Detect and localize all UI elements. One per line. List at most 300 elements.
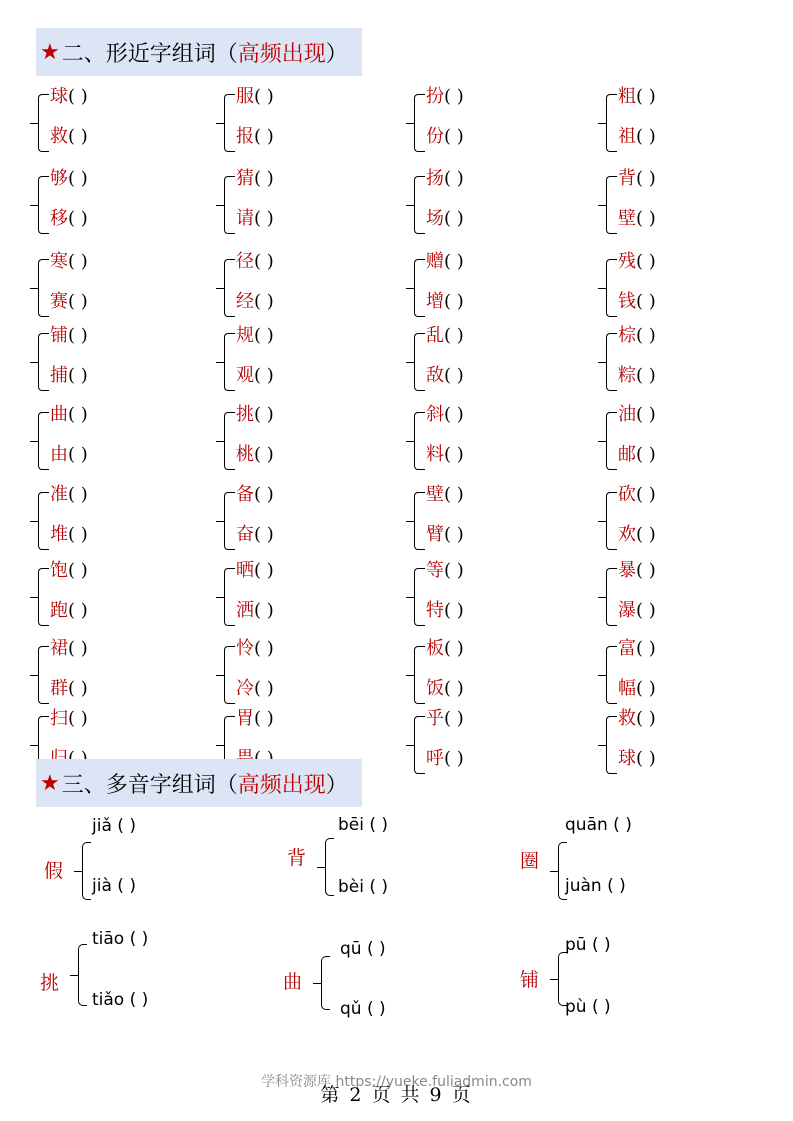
character: 祖	[618, 126, 636, 147]
answer-blank[interactable]: ( )	[444, 560, 464, 581]
word-item	[50, 82, 88, 108]
brace-icon	[224, 259, 235, 317]
answer-blank[interactable]: ( )	[68, 208, 88, 229]
word-pair	[606, 640, 736, 710]
word-pair	[224, 562, 354, 632]
word-item	[618, 634, 656, 660]
answer-blank[interactable]: ( )	[444, 126, 464, 147]
answer-blank[interactable]: ( )	[601, 876, 626, 896]
answer-blank[interactable]: ( )	[254, 291, 274, 312]
word-pair	[414, 710, 544, 780]
word-pair	[606, 562, 736, 632]
character: 洒	[236, 600, 254, 621]
character: 呼	[426, 748, 444, 769]
word-pair	[224, 170, 354, 240]
character: 增	[426, 291, 444, 312]
character: 饱	[50, 560, 68, 581]
answer-blank[interactable]: ( )	[254, 484, 274, 505]
brace-icon	[414, 568, 425, 626]
answer-blank[interactable]: ( )	[636, 86, 656, 107]
answer-blank[interactable]: ( )	[68, 678, 88, 699]
word-item	[426, 247, 464, 273]
pinyin-text: tiǎo	[92, 990, 125, 1010]
word-item	[426, 596, 464, 622]
brace-icon	[224, 568, 235, 626]
word-item	[236, 400, 274, 426]
answer-blank[interactable]: ( )	[254, 444, 274, 465]
word-item	[426, 122, 464, 148]
character: 斜	[426, 404, 444, 425]
pinyin-text: qǔ	[340, 999, 362, 1019]
answer-blank[interactable]: ( )	[254, 365, 274, 386]
polyphone-character: 曲	[283, 971, 303, 993]
answer-blank[interactable]: ( )	[444, 291, 464, 312]
answer-blank[interactable]: ( )	[111, 816, 136, 836]
word-item	[618, 440, 656, 466]
word-pair	[414, 170, 544, 240]
brace-icon	[38, 568, 49, 626]
character: 扫	[50, 708, 68, 729]
character: 球	[618, 748, 636, 769]
word-item	[618, 164, 656, 190]
word-pair	[414, 562, 544, 632]
character: 经	[236, 291, 254, 312]
word-pair	[224, 406, 354, 476]
word-pair	[606, 170, 736, 240]
answer-blank[interactable]: ( )	[68, 325, 88, 346]
answer-blank[interactable]: ( )	[361, 939, 386, 959]
character: 规	[236, 325, 254, 346]
brace-icon	[414, 412, 425, 470]
character: 富	[618, 638, 636, 659]
word-pair	[414, 406, 544, 476]
word-item	[236, 480, 274, 506]
character: 场	[426, 208, 444, 229]
word-pair	[38, 562, 168, 632]
word-item	[236, 704, 274, 730]
character: 胃	[236, 708, 254, 729]
word-item	[426, 400, 464, 426]
character: 邮	[618, 444, 636, 465]
brace-icon	[224, 176, 235, 234]
word-item	[426, 82, 464, 108]
word-item	[236, 556, 274, 582]
pinyin-text: pū	[565, 935, 587, 955]
character: 晒	[236, 560, 254, 581]
section-heading-paren-close: ）	[325, 41, 348, 67]
character: 观	[236, 365, 254, 386]
answer-blank[interactable]: ( )	[636, 678, 656, 699]
section-heading-paren-open: （	[215, 41, 238, 67]
character: 粗	[618, 86, 636, 107]
brace-icon	[224, 94, 235, 152]
character: 够	[50, 168, 68, 189]
section-title-similar-characters	[36, 28, 362, 76]
word-pair	[606, 710, 736, 780]
word-item	[50, 634, 88, 660]
pinyin-item	[92, 929, 148, 949]
answer-blank[interactable]: ( )	[68, 560, 88, 581]
answer-blank[interactable]: ( )	[363, 815, 389, 835]
word-item	[236, 520, 274, 546]
character: 捕	[50, 365, 68, 386]
word-pair	[414, 88, 544, 158]
brace-icon	[414, 716, 425, 774]
character: 残	[618, 251, 636, 272]
answer-blank[interactable]: ( )	[444, 638, 464, 659]
word-item	[50, 361, 88, 387]
answer-blank[interactable]: ( )	[444, 484, 464, 505]
answer-blank[interactable]: ( )	[636, 638, 656, 659]
word-item	[426, 204, 464, 230]
pinyin-text: juàn	[565, 876, 602, 896]
word-item	[50, 596, 88, 622]
brace-icon	[606, 333, 617, 391]
character: 救	[50, 126, 68, 147]
character: 粽	[618, 365, 636, 386]
answer-blank[interactable]: ( )	[607, 815, 632, 835]
word-pair	[414, 327, 544, 397]
answer-blank[interactable]: ( )	[68, 638, 88, 659]
brace-icon	[38, 259, 49, 317]
answer-blank[interactable]: ( )	[124, 990, 149, 1010]
answer-blank[interactable]: ( )	[68, 524, 88, 545]
word-item	[426, 321, 464, 347]
brace-icon	[606, 568, 617, 626]
character: 服	[236, 86, 254, 107]
answer-blank[interactable]: ( )	[636, 208, 656, 229]
word-item	[50, 247, 88, 273]
answer-blank[interactable]: ( )	[444, 208, 464, 229]
brace-icon	[325, 838, 334, 896]
character: 球	[50, 86, 68, 107]
word-pair	[606, 327, 736, 397]
word-item	[618, 82, 656, 108]
answer-blank[interactable]: ( )	[636, 291, 656, 312]
answer-blank[interactable]: ( )	[68, 600, 88, 621]
character: 猜	[236, 168, 254, 189]
answer-blank[interactable]: ( )	[68, 291, 88, 312]
word-item	[236, 674, 274, 700]
word-item	[426, 674, 464, 700]
word-item	[618, 400, 656, 426]
word-item	[618, 321, 656, 347]
answer-blank[interactable]: ( )	[254, 678, 274, 699]
answer-blank[interactable]: ( )	[444, 600, 464, 621]
answer-blank[interactable]: ( )	[254, 404, 274, 425]
word-pair	[38, 640, 168, 710]
word-item	[236, 440, 274, 466]
answer-blank[interactable]: ( )	[363, 877, 389, 897]
word-pair	[414, 486, 544, 556]
answer-blank[interactable]: ( )	[444, 86, 464, 107]
character: 特	[426, 600, 444, 621]
answer-blank[interactable]: ( )	[636, 600, 656, 621]
brace-icon	[224, 646, 235, 704]
word-item	[50, 287, 88, 313]
answer-blank[interactable]: ( )	[68, 404, 88, 425]
brace-icon	[38, 492, 49, 550]
word-item	[50, 480, 88, 506]
answer-blank[interactable]: ( )	[254, 251, 274, 272]
answer-blank[interactable]: ( )	[444, 444, 464, 465]
pinyin-text: bēi	[338, 815, 364, 835]
polyphone-character: 挑	[40, 972, 60, 994]
character: 壁	[426, 484, 444, 505]
word-item	[426, 704, 464, 730]
answer-blank[interactable]: ( )	[444, 325, 464, 346]
word-item	[618, 704, 656, 730]
word-item	[618, 556, 656, 582]
word-pair	[224, 640, 354, 710]
answer-blank[interactable]: ( )	[254, 168, 274, 189]
pinyin-item	[340, 999, 386, 1019]
pinyin-text: qū	[340, 939, 362, 959]
answer-blank[interactable]: ( )	[111, 876, 136, 896]
answer-blank[interactable]: ( )	[68, 168, 88, 189]
character: 堆	[50, 524, 68, 545]
brace-icon	[414, 646, 425, 704]
character: 曲	[50, 404, 68, 425]
character: 请	[236, 208, 254, 229]
word-item	[50, 556, 88, 582]
answer-blank[interactable]: ( )	[444, 524, 464, 545]
word-pair	[414, 253, 544, 323]
brace-icon	[606, 259, 617, 317]
pinyin-item	[338, 815, 388, 835]
pinyin-item	[565, 997, 611, 1017]
word-pair	[224, 253, 354, 323]
word-pair	[38, 88, 168, 158]
section-title-polyphones	[36, 759, 362, 807]
character: 棕	[618, 325, 636, 346]
brace-icon	[414, 492, 425, 550]
answer-blank[interactable]: ( )	[68, 126, 88, 147]
brace-icon	[78, 944, 87, 1006]
word-item	[618, 247, 656, 273]
character: 饭	[426, 678, 444, 699]
answer-blank[interactable]: ( )	[124, 929, 149, 949]
answer-blank[interactable]: ( )	[636, 365, 656, 386]
character: 敌	[426, 365, 444, 386]
answer-blank[interactable]: ( )	[636, 524, 656, 545]
word-item	[236, 361, 274, 387]
word-item	[50, 400, 88, 426]
character: 扮	[426, 86, 444, 107]
pinyin-item	[565, 876, 626, 896]
answer-blank[interactable]: ( )	[636, 444, 656, 465]
word-pair	[38, 327, 168, 397]
word-item	[618, 287, 656, 313]
brace-icon	[38, 94, 49, 152]
word-item	[50, 704, 88, 730]
word-item	[618, 596, 656, 622]
word-item	[50, 520, 88, 546]
word-pair	[606, 486, 736, 556]
brace-icon	[606, 716, 617, 774]
answer-blank[interactable]: ( )	[254, 325, 274, 346]
word-item	[426, 287, 464, 313]
character: 准	[50, 484, 68, 505]
brace-icon	[606, 412, 617, 470]
character: 背	[618, 168, 636, 189]
brace-icon	[606, 646, 617, 704]
answer-blank[interactable]: ( )	[636, 560, 656, 581]
answer-blank[interactable]: ( )	[636, 404, 656, 425]
word-item	[618, 361, 656, 387]
word-pair	[606, 406, 736, 476]
answer-blank[interactable]: ( )	[636, 484, 656, 505]
pinyin-item	[565, 935, 611, 955]
character: 瀑	[618, 600, 636, 621]
brace-icon	[38, 412, 49, 470]
character: 由	[50, 444, 68, 465]
word-pair	[414, 640, 544, 710]
character: 奋	[236, 524, 254, 545]
word-item	[50, 440, 88, 466]
character: 裙	[50, 638, 68, 659]
brace-icon	[414, 94, 425, 152]
word-item	[236, 164, 274, 190]
brace-icon	[321, 956, 330, 1010]
section-heading-text: 二、形近字组词	[61, 41, 216, 67]
answer-blank[interactable]: ( )	[254, 126, 274, 147]
answer-blank[interactable]: ( )	[68, 251, 88, 272]
character: 乎	[426, 708, 444, 729]
brace-icon	[224, 333, 235, 391]
pinyin-text: pù	[565, 997, 587, 1017]
answer-blank[interactable]: ( )	[254, 524, 274, 545]
answer-blank[interactable]: ( )	[68, 444, 88, 465]
word-item	[50, 674, 88, 700]
answer-blank[interactable]: ( )	[636, 325, 656, 346]
character: 备	[236, 484, 254, 505]
word-item	[618, 674, 656, 700]
pinyin-item	[92, 990, 148, 1010]
answer-blank[interactable]: ( )	[68, 365, 88, 386]
word-item	[618, 480, 656, 506]
character: 怜	[236, 638, 254, 659]
word-pair	[224, 486, 354, 556]
pinyin-text: jià	[92, 876, 112, 896]
answer-blank[interactable]: ( )	[444, 365, 464, 386]
word-pair	[38, 406, 168, 476]
answer-blank[interactable]: ( )	[444, 678, 464, 699]
word-item	[426, 744, 464, 770]
brace-icon	[606, 94, 617, 152]
polyphone-character: 铺	[520, 969, 540, 991]
answer-blank[interactable]: ( )	[586, 997, 611, 1017]
polyphone-character: 背	[287, 847, 307, 869]
pinyin-text: quān	[565, 815, 608, 835]
answer-blank[interactable]: ( )	[254, 560, 274, 581]
answer-blank[interactable]: ( )	[636, 126, 656, 147]
character: 移	[50, 208, 68, 229]
word-item	[618, 520, 656, 546]
answer-blank[interactable]: ( )	[254, 86, 274, 107]
star-icon: ★	[40, 770, 60, 796]
pinyin-item	[340, 939, 386, 959]
polyphone-character: 假	[44, 860, 64, 882]
answer-blank[interactable]: ( )	[254, 208, 274, 229]
word-item	[50, 122, 88, 148]
footer-page-number: 第 2 页 共 9 页	[320, 1084, 473, 1106]
word-pair	[224, 88, 354, 158]
answer-blank[interactable]: ( )	[254, 708, 274, 729]
word-item	[618, 744, 656, 770]
answer-blank[interactable]: ( )	[68, 708, 88, 729]
character: 寒	[50, 251, 68, 272]
answer-blank[interactable]: ( )	[636, 748, 656, 769]
character: 扬	[426, 168, 444, 189]
brace-icon	[606, 492, 617, 550]
section-heading-highlight: 高频出现	[237, 772, 326, 798]
polyphone-character: 圈	[520, 850, 540, 872]
answer-blank[interactable]: ( )	[68, 484, 88, 505]
answer-blank[interactable]: ( )	[254, 600, 274, 621]
brace-icon	[414, 333, 425, 391]
answer-blank[interactable]: ( )	[636, 168, 656, 189]
character: 跑	[50, 600, 68, 621]
character: 群	[50, 678, 68, 699]
word-item	[426, 361, 464, 387]
word-item	[426, 520, 464, 546]
character: 钱	[618, 291, 636, 312]
section-heading-paren-close: ）	[325, 772, 348, 798]
answer-blank[interactable]: ( )	[444, 251, 464, 272]
character: 幅	[618, 678, 636, 699]
word-pair	[606, 253, 736, 323]
pinyin-item	[92, 876, 136, 896]
answer-blank[interactable]: ( )	[444, 708, 464, 729]
answer-blank[interactable]: ( )	[444, 404, 464, 425]
character: 壁	[618, 208, 636, 229]
pinyin-text: bèi	[338, 877, 364, 897]
word-item	[236, 321, 274, 347]
section-heading-highlight: 高频出现	[237, 41, 326, 67]
answer-blank[interactable]: ( )	[444, 748, 464, 769]
answer-blank[interactable]: ( )	[254, 638, 274, 659]
answer-blank[interactable]: ( )	[444, 168, 464, 189]
character: 赠	[426, 251, 444, 272]
brace-icon	[38, 333, 49, 391]
character: 径	[236, 251, 254, 272]
answer-blank[interactable]: ( )	[636, 708, 656, 729]
character: 暴	[618, 560, 636, 581]
answer-blank[interactable]: ( )	[68, 86, 88, 107]
pinyin-text: tiāo	[92, 929, 125, 949]
character: 乱	[426, 325, 444, 346]
word-pair	[224, 327, 354, 397]
brace-icon	[38, 646, 49, 704]
word-item	[426, 440, 464, 466]
answer-blank[interactable]: ( )	[361, 999, 386, 1019]
character: 板	[426, 638, 444, 659]
brace-icon	[606, 176, 617, 234]
word-item	[236, 122, 274, 148]
answer-blank[interactable]: ( )	[586, 935, 611, 955]
word-item	[236, 634, 274, 660]
word-item	[236, 596, 274, 622]
character: 份	[426, 126, 444, 147]
word-item	[50, 204, 88, 230]
word-item	[426, 480, 464, 506]
answer-blank[interactable]: ( )	[636, 251, 656, 272]
footer-site: 学科资源库 https://yueke.fuliadmin.com	[261, 1074, 532, 1090]
section-heading-paren-open: （	[215, 772, 238, 798]
word-item	[236, 204, 274, 230]
character: 料	[426, 444, 444, 465]
